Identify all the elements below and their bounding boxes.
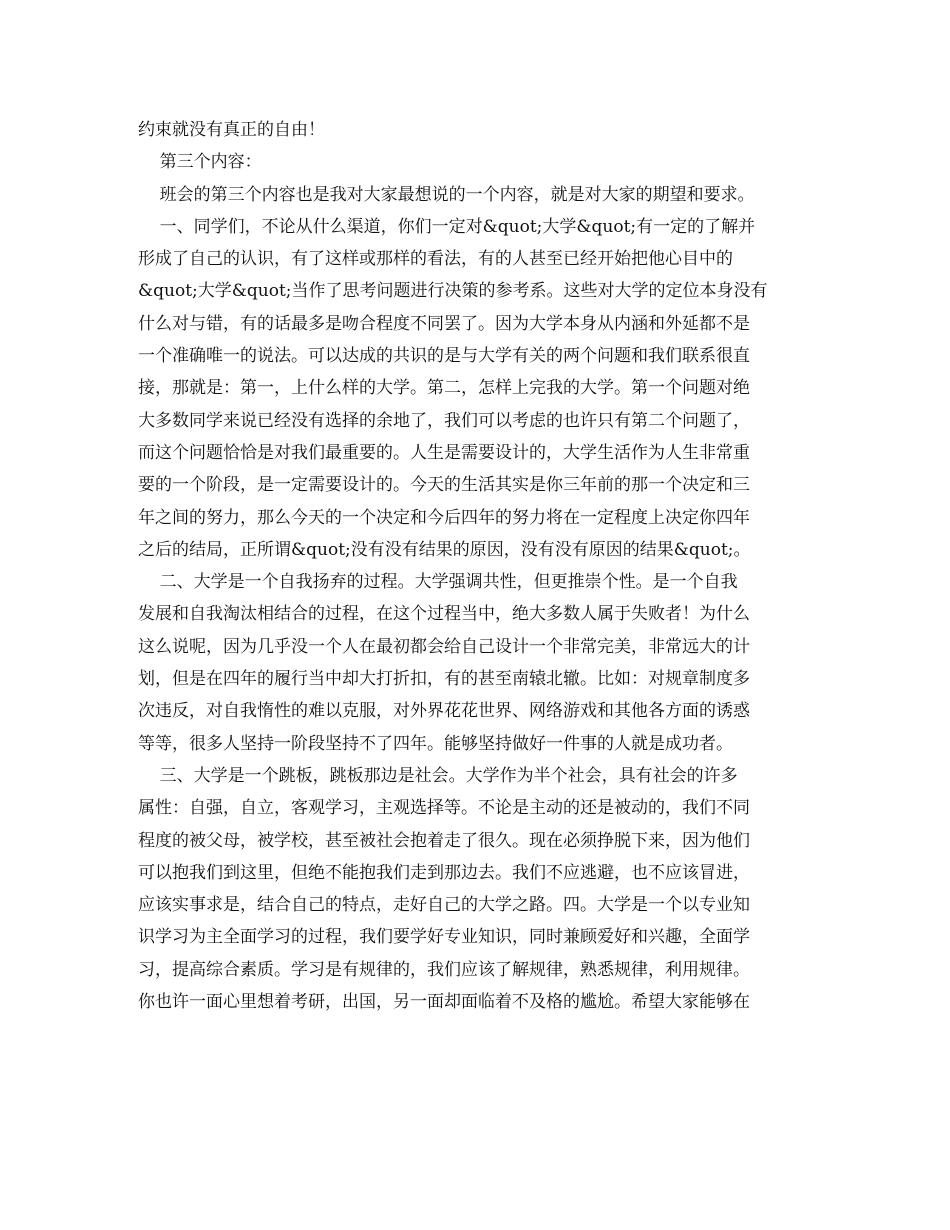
text-line: 发展和自我淘汰相结合的过程，在这个过程当中，绝大多数人属于失败者！为什么 — [138, 604, 750, 625]
text-line: &quot;大学&quot;当作了思考问题进行决策的参考系。这些对大学的定位本身没有 — [138, 281, 768, 302]
text-line: 约束就没有真正的自由！ — [138, 120, 325, 140]
text-line: 属性：自强，自立，客观学习，主观选择等。不论是主动的还是被动的，我们不同 — [138, 798, 750, 819]
text-line: 二、大学是一个自我扬弃的过程。大学强调共性，但更推崇个性。是一个自我 — [138, 572, 738, 593]
body-text — [138, 114, 818, 1018]
text-line: 划，但是在四年的履行当中却大打折扣，有的甚至南辕北辙。比如：对规章制度多 — [138, 669, 750, 690]
text-line: 习，提高综合素质。学习是有规律的，我们应该了解规律，熟悉规律，利用规律。 — [138, 959, 750, 980]
text-line: 什么对与错，有的话最多是吻合程度不同罢了。因为大学本身从内涵和外延都不是 — [138, 313, 750, 334]
text-line: 之后的结局，正所谓&quot;没有没有结果的原因，没有没有原因的结果&quot;。 — [138, 539, 751, 560]
text-line: 程度的被父母，被学校，甚至被社会抱着走了很久。现在必须挣脱下来，因为他们 — [138, 830, 750, 851]
section-heading: 第三个内容： — [138, 152, 262, 173]
text-line: 识学习为主全面学习的过程，我们要学好专业知识，同时兼顾爱好和兴趣，全面学 — [138, 927, 750, 948]
text-line: 要的一个阶段，是一定需要设计的。今天的生活其实是你三年前的那一个决定和三 — [138, 475, 750, 496]
text-line: 三、大学是一个跳板，跳板那边是社会。大学作为半个社会，具有社会的许多 — [138, 765, 738, 786]
text-line: 班会的第三个内容也是我对大家最想说的一个内容，就是对大家的期望和要求。 — [138, 184, 755, 205]
text-line: 年之间的努力，那么今天的一个决定和今后四年的努力将在一定程度上决定你四年 — [138, 507, 750, 528]
text-line: 次违反，对自我惰性的难以克服，对外界花花世界、网络游戏和其他各方面的诱惑 — [138, 701, 750, 722]
text-line: 可以抱我们到这里，但绝不能抱我们走到那边去。我们不应逃避，也不应该冒进， — [138, 862, 750, 883]
text-line: 接，那就是：第一，上什么样的大学。第二，怎样上完我的大学。第一个问题对绝 — [138, 378, 750, 399]
text-line: 等等，很多人坚持一阶段坚持不了四年。能够坚持做好一件事的人就是成功者。 — [138, 733, 733, 754]
text-line: 大多数同学来说已经没有选择的余地了，我们可以考虑的也许只有第二个问题了， — [138, 410, 750, 431]
text-line: 形成了自己的认识，有了这样或那样的看法，有的人甚至已经开始把他心目中的 — [138, 249, 733, 270]
text-line: 而这个问题恰恰是对我们最重要的。人生是需要设计的，大学生活作为人生非常重 — [138, 442, 750, 463]
text-line: 一、同学们，不论从什么渠道，你们一定对&quot;大学&quot;有一定的了解并 — [138, 216, 756, 237]
text-line: 这么说呢，因为几乎没一个人在最初都会给自己设计一个非常完美，非常远大的计 — [138, 636, 750, 657]
text-line: 应该实事求是，结合自己的特点，走好自己的大学之路。四。大学是一个以专业知 — [138, 895, 750, 916]
text-line: 你也许一面心里想着考研，出国，另一面却面临着不及格的尴尬。希望大家能够在 — [138, 992, 750, 1013]
text-line: 一个准确唯一的说法。可以达成的共识的是与大学有关的两个问题和我们联系很直 — [138, 346, 750, 367]
